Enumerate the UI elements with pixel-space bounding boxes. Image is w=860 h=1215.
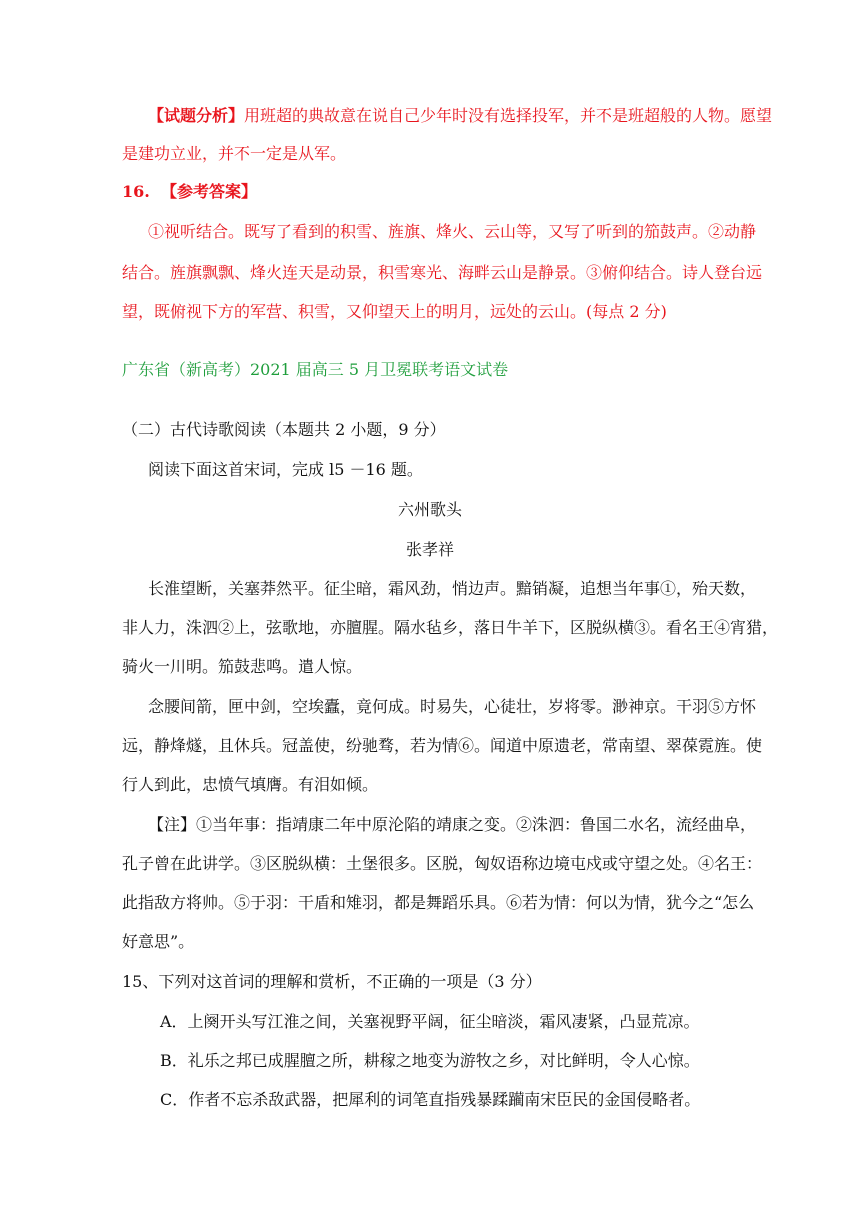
note-line: 好意思”。 (122, 932, 195, 951)
answer16-line: ①视听结合。既写了看到的积雪、旌旗、烽火、云山等，又写了听到的笳鼓声。②动静 (148, 222, 757, 241)
question-number: 16. (122, 182, 150, 201)
option-c: C．作者不忘杀敌武器，把犀利的词笔直指残暴蹂躏南宋臣民的金国侵略者。 (160, 1090, 701, 1109)
poem-author: 张孝祥 (405, 540, 454, 559)
poem-line: 骑火一川明。笳鼓悲鸣。遣人惊。 (122, 657, 363, 676)
section-heading: （二）古代诗歌阅读（本题共 2 小题，9 分） (122, 420, 446, 439)
note-line: 孔子曾在此讲学。③区脱纵横：土堡很多。区脱，匈奴语称边境屯戍或守望之处。④名王： (122, 854, 763, 873)
poem-title: 六州歌头 (397, 500, 462, 519)
answer16-line: 望，既俯视下方的军营、积雪，又仰望天上的明月，远处的云山。(每点 2 分) (122, 302, 667, 321)
option-a: A．上阕开头写江淮之间，关塞视野平阔，征尘暗淡，霜风凄紧，凸显荒凉。 (160, 1012, 700, 1031)
answer16-line: 结合。旌旗飘飘、烽火连天是动景，积雪寒光、海畔云山是静景。③俯仰结合。诗人登台远 (122, 263, 763, 282)
instruction: 阅读下面这首宋词，完成 l5 －16 题。 (148, 460, 423, 479)
answer16-heading (122, 182, 257, 202)
question-stem: 15、下列对这首词的理解和赏析，不正确的一项是（3 分） (122, 972, 542, 991)
analysis-line-2: 是建功立业，并不一定是从军。 (122, 144, 347, 163)
note-line: 此指敌方将帅。⑤于羽：干盾和雉羽，都是舞蹈乐具。⑥若为情：何以为情，犹今之“怎么 (122, 893, 755, 912)
analysis-line-1: 【试题分析】用班超的典故意在说自己少年时没有选择投军，并不是班超般的人物。愿望 (148, 106, 773, 125)
exam-source: 广东省（新高考）2021 届高三 5 月卫冕联考语文试卷 (122, 360, 509, 379)
poem-line: 行人到此，忠愤气填膺。有泪如倾。 (122, 775, 379, 794)
poem-line: 长淮望断，关塞莽然平。征尘暗，霜风劲，悄边声。黯销凝，追想当年事①，殆天数， (148, 579, 757, 598)
poem-line: 远，静烽燧，且休兵。冠盖使，纷驰骛，若为情⑥。闻道中原遗老，常南望、翠葆霓旌。使 (122, 736, 763, 755)
analysis-label: 【试题分析】 (148, 106, 245, 125)
poem-line: 非人力，洙泗②上，弦歌地，亦膻腥。隔水毡乡，落日牛羊下，区脱纵横③。看名王④宵猎， (122, 618, 779, 637)
option-b: B．礼乐之邦已成腥膻之所，耕稼之地变为游牧之乡，对比鲜明，令人心惊。 (160, 1051, 700, 1070)
answer-label: 【参考答案】 (160, 182, 257, 201)
note-line: 【注】①当年事：指靖康二年中原沦陷的靖康之变。②洙泗：鲁国二水名，流经曲阜， (148, 815, 757, 834)
poem-line: 念腰间箭，匣中剑，空埃蠹，竟何成。时易失，心徒壮，岁将零。渺神京。干羽⑤方怀 (148, 697, 757, 716)
